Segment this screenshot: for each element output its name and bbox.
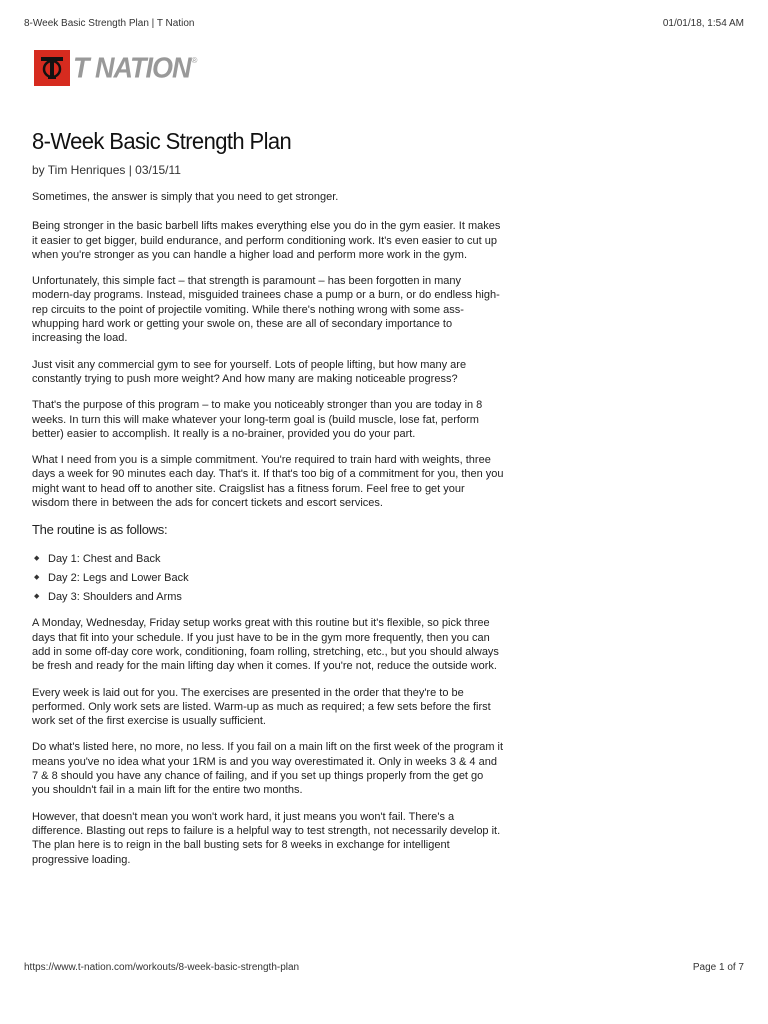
print-header-title: 8-Week Basic Strength Plan | T Nation	[24, 18, 195, 29]
page-url: https://www.t-nation.com/workouts/8-week-basic-strength-plan	[24, 962, 300, 973]
routine-item-label: Day 2: Legs and Lower Back	[48, 572, 189, 585]
article-paragraph: Every week is laid out for you. The exercises are presented in the order that they're to be performed. Only work sets are listed. Warm-up as much as required; a few sets before the first work set of the first exercise is usually sufficient.	[32, 686, 491, 728]
logo-wordmark: T NATION	[73, 51, 191, 84]
diamond-bullet-icon: ◆	[34, 593, 40, 601]
article-paragraph: Just visit any commercial gym to see for yourself. Lots of people lifting, but how many are constantly trying to push more weight? And how many are making noticeable progress?	[32, 358, 467, 385]
article	[32, 128, 504, 879]
article-paragraph: Being stronger in the basic barbell lifts makes everything else you do in the gym easier. It makes it easier to get bigger, build endurance, and perform conditioning work. It's even easier to cut up when you're stronger as you can handle a higher load and perform more work in the gym.	[32, 220, 501, 261]
page-number: Page 1 of 7	[692, 962, 744, 973]
diamond-bullet-icon: ◆	[34, 574, 40, 582]
list-item	[34, 571, 504, 585]
list-item	[34, 552, 504, 566]
article-paragraph: However, that doesn't mean you won't work hard, it just means you won't fail. There's a difference. Blasting out reps to failure is a helpful way to test strength, not necessarily develop it. The plan here is to reign in the ball busting sets for 8 weeks in exchange for intelligent progressive loading.	[32, 810, 501, 866]
print-footer	[24, 962, 744, 973]
routine-item-label: Day 1: Chest and Back	[48, 553, 161, 566]
t-nation-logo[interactable]	[34, 50, 197, 86]
article-paragraph: What I need from you is a simple commitment. You're required to train hard with weights, three days a week for 90 minutes each day. That's it. If that's too big of a commitment for you, then you might want to head off to another site. Craigslist has a fitness forum. Feel free to get your wisdom there in between the ads for concert tickets and escort services.	[32, 454, 504, 510]
logo-emblem-icon	[34, 50, 70, 86]
article-intro: Sometimes, the answer is simply that you need to get stronger.	[32, 191, 339, 203]
logo-registered-mark: ®	[191, 56, 198, 65]
article-byline: by Tim Henriques | 03/15/11	[32, 163, 181, 177]
diamond-bullet-icon: ◆	[34, 555, 40, 563]
article-paragraph: Unfortunately, this simple fact – that strength is paramount – has been forgotten in many modern-day programs. Instead, misguided trainees chase a pump or a burn, or do endless high-rep circuits to the point of projectile vomiting. While there's nothing wrong with some ass-whupping hard work or getting your swole on, these are all of secondary importance to increasing the load.	[32, 275, 500, 345]
routine-list	[32, 552, 504, 604]
print-header-timestamp: 01/01/18, 1:54 AM	[662, 18, 744, 29]
print-header	[24, 18, 744, 29]
list-item	[34, 590, 504, 604]
article-title: 8-Week Basic Strength Plan	[32, 128, 292, 155]
article-paragraph: A Monday, Wednesday, Friday setup works great with this routine but it's flexible, so pick three days that fit into your schedule. If you just have to be in the gym more frequently, then you can add in some off-day core work, conditioning, foam rolling, stretching, etc., but you should always be fresh and ready for the main lifting day when it comes. If you're not, reduce the outside work.	[32, 617, 499, 673]
article-paragraph: That's the purpose of this program – to make you noticeably stronger than you are today in 8 weeks. In turn this will make whatever your long-term goal is (build muscle, lose fat, perform better) easier to accomplish. It really is a no-brainer, provided you do your part.	[32, 399, 483, 440]
routine-item-label: Day 3: Shoulders and Arms	[48, 591, 182, 604]
routine-heading: The routine is as follows:	[32, 522, 168, 538]
article-paragraph: Do what's listed here, no more, no less. If you fail on a main lift on the first week of the program it means you've no idea what your 1RM is and you way overestimated it. Only in weeks 3 & 4 and 7 & 8 should you have any chance of failing, and if you set up things properly from the get go you shouldn't fail in a main lift for the entire two months.	[32, 741, 504, 797]
